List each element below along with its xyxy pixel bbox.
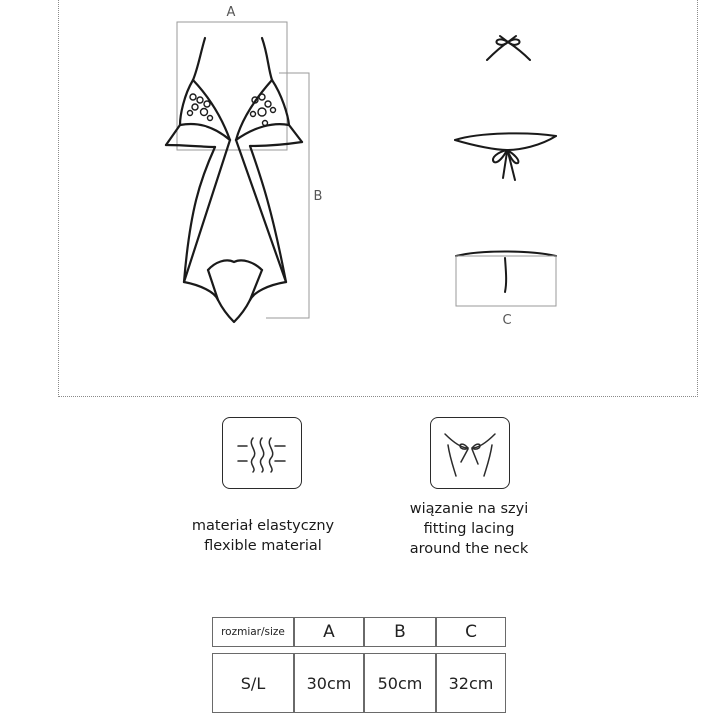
size-table-header-size: rozmiar/size <box>212 617 294 647</box>
size-table-header-row <box>212 617 506 647</box>
dimension-b-label: B <box>313 189 323 204</box>
dimension-a-guide <box>177 22 287 150</box>
dimension-a-label: A <box>226 5 236 20</box>
feature-lacing-line-en: fitting lacing <box>423 521 515 537</box>
size-table-row <box>212 653 506 713</box>
embroidery-pattern <box>188 94 276 126</box>
feature-lacing-text <box>359 499 579 559</box>
feature-lacing-line-pl: wiązanie na szyi <box>409 501 529 517</box>
feature-elastic-line-pl: materiał elastyczny <box>191 518 335 534</box>
size-table-cell-a: 30cm <box>294 653 364 713</box>
neck-lacing-icon <box>430 417 510 489</box>
size-table-header-a: A <box>294 617 364 647</box>
halter-tie-drawing <box>487 36 530 60</box>
size-table-cell-c: 32cm <box>436 653 506 713</box>
size-table-header-b: B <box>364 617 436 647</box>
back-panel-drawing <box>456 252 556 293</box>
feature-lacing-line-en-2: around the neck <box>409 541 529 557</box>
feature-elastic-line-en: flexible material <box>204 538 322 554</box>
size-table-cell-b: 50cm <box>364 653 436 713</box>
size-table <box>212 617 506 713</box>
size-table-cell-size: S/L <box>212 653 294 713</box>
bodysuit-front-drawing <box>166 38 302 322</box>
back-strap-drawing <box>455 133 556 180</box>
dimension-c-label: C <box>502 313 512 328</box>
elastic-material-icon <box>222 417 302 489</box>
size-table-header-c: C <box>436 617 506 647</box>
feature-elastic-text <box>153 516 373 556</box>
